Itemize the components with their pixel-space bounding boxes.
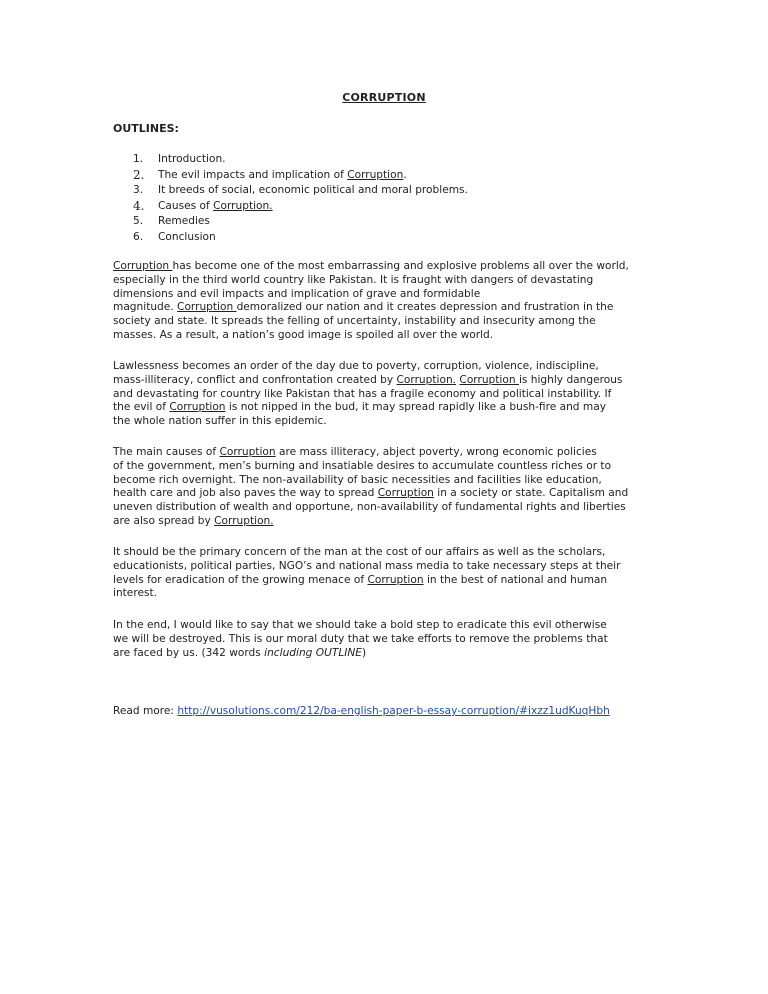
outlines-heading: OUTLINES: — [113, 122, 179, 135]
paragraph-remedies: It should be the primary concern of the man at the cost of our affairs as well as the scholars, educationists, political parties, NGO’s and national mass media to take necessary steps at their levels for eradication of the growing menace of Corruption in the best of national and human interest. — [113, 546, 621, 600]
read-more-label: Read more: — [113, 705, 178, 717]
document-page: CORRUPTION OUTLINES: 1. Introduction. 2. The evil impacts and implication of Corruption. 3. It breeds of social, economic political and moral problems. 4. Causes of Corruption. 5. Remedies 6. Conclusion Corruption has become one of the most embarrassing and explosive problems all over the world, especially in the third world country like Pakistan. It is fraught with dangers of devastating dimensions and evil impacts and implication of grave and formidable magnitude. Corruption demoralized our nation and it creates depression and frustration in the society and state. It spreads the felling of uncertainty, instability and insecurity among the masses. As a result, a nation’s good image is spoiled all over the world. Lawlessness becomes an order of the day due to poverty, corruption, violence, indiscipline, mass-illiteracy, conflict and confrontation created by Corruption. Corruption is highly dangerous and devastating for country like Pakistan that has a fragile economy and political instability. If the evil of Corruption is not nipped in the bud, it may spread rapidly like a bush-fire and may the whole nation suffer in this epidemic. The main causes of Corruption are mass illiteracy, abject poverty, wrong economic policies of the government, men’s burning and insatiable desires to accumulate countless riches or to become rich overnight. The non-availability of basic necessities and facilities like education, health care and job also paves the way to spread Corruption in a society or state. Capitalism and uneven distribution of wealth and opportune, non-availability of fundamental rights and liberties are also spread by Corruption. It should be the primary concern of the man at the cost of our affairs as well as the scholars, educationists, political parties, NGO’s and national mass media to take necessary steps at their levels for eradication of the growing menace of Corruption in the best of national and human interest. In the end, I would like to say that we should take a bold step to eradicate this evil otherwise we will be destroyed. This is our moral duty that we take efforts to remove the problems that are faced by us. (342 words including OUTLINE) Read more: http://vusolutions.com/212/ba-english-paper-b-essay-corruption/#ixzz1udKuqHbh — [0, 0, 768, 994]
paragraph-impacts: Lawlessness becomes an order of the day due to poverty, corruption, violence, indiscipline, mass-illiteracy, conflict and confrontation created by Corruption. Corruption is highly dangerous and devastating for country like Pakistan that has a fragile economy and political instability. If the evil of Corruption is not nipped in the bud, it may spread rapidly like a bush-fire and may the whole nation suffer in this epidemic. — [113, 360, 623, 428]
read-more-link[interactable]: http://vusolutions.com/212/ba-english-paper-b-essay-corruption/#ixzz1udKuqHbh — [177, 705, 610, 717]
paragraph-causes: The main causes of Corruption are mass illiteracy, abject poverty, wrong economic policies of the government, men’s burning and insatiable desires to accumulate countless riches or to become rich overnight. The non-availability of basic necessities and facilities like education, health care and job also paves the way to spread Corruption in a society or state. Capitalism and uneven distribution of wealth and opportune, non-availability of fundamental rights and liberties are also spread by Corruption. — [113, 446, 629, 527]
corruption-term: Corruption. — [213, 199, 273, 212]
paragraph-conclusion: In the end, I would like to say that we should take a bold step to eradicate this evil otherwise we will be destroyed. This is our moral duty that we take efforts to remove the problems that are faced by us. (342 words including OUTLINE) — [113, 619, 608, 659]
corruption-term: Corruption — [347, 168, 404, 181]
paragraph-introduction: Corruption has become one of the most embarrassing and explosive problems all over the world, especially in the third world country like Pakistan. It is fraught with dangers of devastating dimensions and evil impacts and implication of grave and formidable magnitude. Corruption demoralized our nation and it creates depression and frustration in the society and state. It spreads the felling of uncertainty, instability and insecurity among the masses. As a result, a nation’s good image is spoiled all over the world. — [113, 260, 629, 341]
essay-title: CORRUPTION — [342, 91, 426, 104]
read-more-line — [113, 705, 610, 719]
